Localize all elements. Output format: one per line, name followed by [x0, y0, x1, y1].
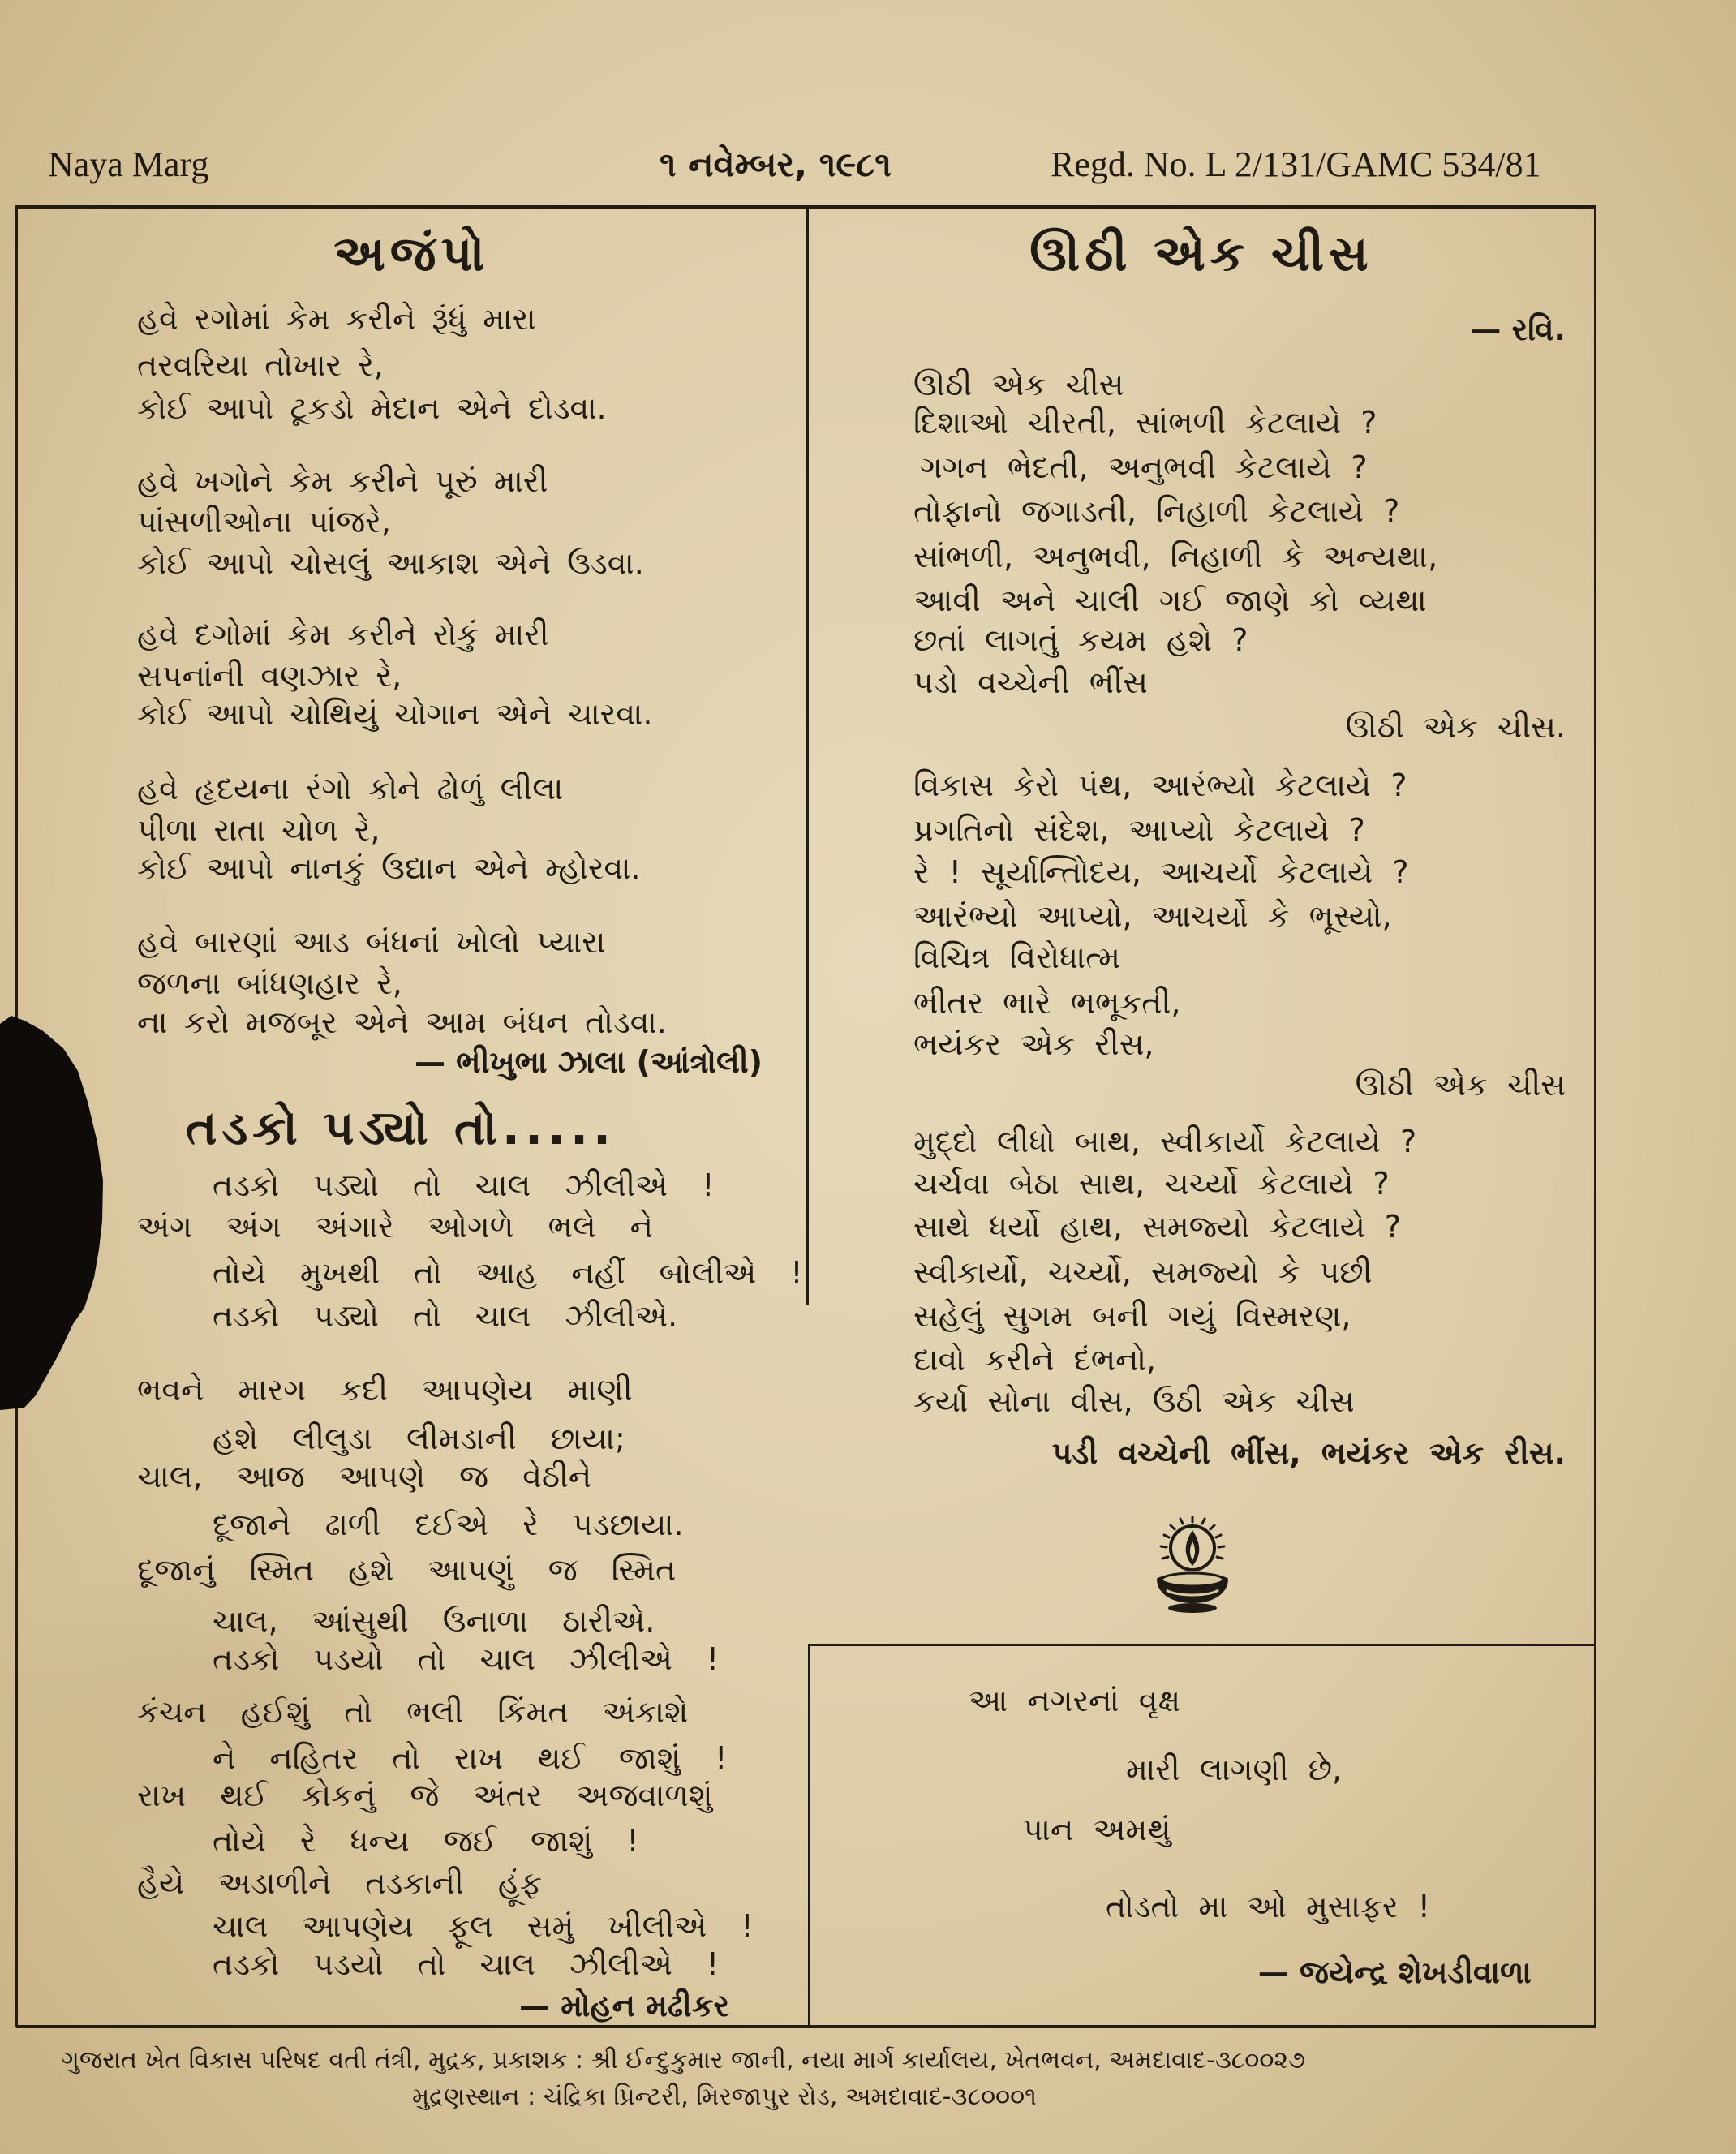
poem-line: પાન અમથું — [1023, 1812, 1171, 1847]
poem-line: છતાં લાગતું કયમ હશે ? — [913, 622, 1248, 658]
poem-line: તોફાનો જગાડતી, નિહાળી કેટલાયે ? — [913, 493, 1400, 529]
poem-refrain: ઊઠી એક ચીસ — [1355, 1067, 1566, 1103]
column-divider-lower — [808, 1644, 810, 2025]
poem-line: અંગ અંગ અંગારે ઓગળે ભલે ને — [137, 1209, 653, 1245]
registration-number: Regd. No. L 2/131/GAMC 534/81 — [1051, 144, 1541, 184]
poem-line: ચર્ચવા બેઠા સાથ, ચર્ચ્યો કેટલાયે ? — [913, 1166, 1390, 1202]
column-divider-upper — [806, 208, 809, 1305]
poem-line: કંચન હઈશું તો ભલી કિંમત અંકાશે — [137, 1694, 689, 1730]
poem-line: હવે દગોમાં કેમ કરીને રોકું મારી — [137, 617, 549, 652]
poem-line: ચાલ આપણેય ફૂલ સમું ખીલીએ ! — [213, 1908, 754, 1944]
poem-author: — રવિ. — [1470, 312, 1566, 347]
poem-line: પ્રગતિનો સંદેશ, આપ્યો કેટલાયે ? — [913, 812, 1365, 848]
bottom-rule — [16, 2025, 1596, 2028]
issue-date: ૧ નવેમ્બર, ૧૯૮૧ — [660, 144, 892, 184]
poem-title: અજંપો — [333, 226, 490, 282]
poem-line: કોઈ આપો ટૂકડો મેદાન એને દોડવા. — [137, 390, 607, 426]
poem-line: પડો વચ્ચેની ભીંસ — [913, 664, 1148, 700]
poem-line: વિચિત્ર વિરોધાત્મ — [913, 939, 1120, 975]
poem-line: દૂજાને ઢાળી દઈએ રે પડછાયા. — [213, 1507, 684, 1542]
poem-line: તડકો પડયો તો ચાલ ઝીલીએ ! — [213, 1641, 720, 1677]
diya-lamp-icon — [1144, 1516, 1241, 1616]
poem-line: ભીતર ભારે ભભૂકતી, — [913, 985, 1181, 1021]
poem-line: ને નહિતર તો રાખ થઈ જાશું ! — [213, 1740, 728, 1776]
poem-line: ગગન ભેદતી, અનુભવી કેટલાયે ? — [920, 449, 1368, 485]
poem-line: આવી અને ચાલી ગઈ જાણે કો વ્યથા — [913, 583, 1427, 618]
publisher-imprint: ગુજરાત ખેત વિકાસ પરિષદ વતી તંત્રી, મુદ્રક, પ્રકાશક : શ્રી ઈન્દુકુમાર જાની, નયા માર્ગ કાર્યાલય, ખેતભવન, અમદાવાદ-૩૮૦૦૨૭ — [62, 2046, 1305, 2074]
poem-line: હવે બારણાં આડ બંધનાં ખોલો પ્યારા — [137, 924, 606, 960]
publication-name: Naya Marg — [48, 144, 209, 184]
poem-author: — ભીખુભા ઝાલા (આંત્રોલી) — [414, 1044, 763, 1080]
torn-paper-hole — [0, 1006, 114, 1420]
poem-line: વિકાસ કેરો પંથ, આરંભ્યો કેટલાયે ? — [913, 767, 1407, 803]
poem-line: દાવો કરીને દંભનો, — [913, 1342, 1157, 1378]
poem-line: ના કરો મજબૂર એને આમ બંધન તોડવા. — [137, 1004, 667, 1040]
poem-line: આરંભ્યો આપ્યો, આચર્યો કે ભૂસ્યો, — [913, 898, 1392, 934]
poem-line: સાંભળી, અનુભવી, નિહાળી કે અન્યથા, — [913, 539, 1438, 574]
poem-title: તડકો પડ્યો તો..... — [186, 1100, 617, 1155]
poem-line: ચાલ, આંસુથી ઉનાળા ઠારીએ. — [213, 1603, 655, 1639]
poem-line: ચાલ, આજ આપણે જ વેઠીને — [137, 1459, 592, 1494]
poem-line: કર્યા સોના વીસ, ઉઠી એક ચીસ — [913, 1383, 1355, 1419]
poem-author: — મોહન મઢીકર — [519, 1988, 730, 2023]
poem-line: મારી લાગણી છે, — [1126, 1752, 1343, 1787]
poem-line: હવે રગોમાં કેમ કરીને રૂંધું મારા — [137, 301, 536, 337]
poem-line: સપનાંની વણઝાર રે, — [137, 658, 402, 694]
poem-line: રે ! સૂર્યાન્તિોદય, આચર્યો કેટલાયે ? — [913, 854, 1409, 890]
poem-line: તરવરિયા તોખાર રે, — [137, 347, 384, 383]
poem-line: કોઈ આપો ચોસલું આકાશ એને ઉડવા. — [137, 545, 644, 581]
poem-line: દૂજાનું સ્મિત હશે આપણું જ સ્મિત — [137, 1552, 677, 1588]
poem-line: સહેલું સુગમ બની ગયું વિસ્મરણ, — [913, 1298, 1351, 1334]
poem-line: ભયંકર એક રીસ, — [913, 1026, 1154, 1062]
poem-line: તડકો પડ્યો તો ચાલ ઝીલીએ. — [213, 1298, 678, 1334]
poem-line: તોડતો મા ઓ મુસાફર ! — [1106, 1889, 1430, 1924]
poem-line: સાથે ધર્યો હાથ, સમજ્યો કેટલાયે ? — [913, 1209, 1402, 1245]
poem-line: હશે લીલુડા લીમડાની છાયા; — [213, 1421, 625, 1456]
poem-title: ઊઠી એક ચીસ — [1029, 226, 1373, 282]
poem-line: કોઈ આપો ચોથિયું ચોગાન એને ચારવા. — [137, 696, 653, 732]
printer-imprint: મુદ્રણસ્થાન : ચંદ્રિકા પ્રિન્ટરી, મિરજાપુર રોડ, અમદાવાદ-૩૮૦૦૦૧ — [412, 2083, 1037, 2111]
poem-line: તડકો પડ્યો તો ચાલ ઝીલીએ ! — [213, 1167, 715, 1203]
poem-line: તોયે મુખથી તો આહ નહીં બોલીએ ! — [213, 1255, 803, 1291]
poem-line: આ નગરનાં વૃક્ષ — [969, 1683, 1181, 1718]
poem-line: ઊઠી એક ચીસ — [913, 367, 1124, 402]
poem-line: હવે ખગોને કેમ કરીને પૂરું મારી — [137, 463, 548, 499]
poem-line: સ્વીકાર્યો, ચર્ચ્યો, સમજ્યો કે પછી — [913, 1254, 1373, 1290]
poem-line: તડકો પડયો તો ચાલ ઝીલીએ ! — [213, 1946, 720, 1982]
right-box-rule — [808, 1644, 1595, 1646]
poem-line: તોયે રે ધન્ય જઈ જાશું ! — [213, 1823, 639, 1859]
poem-refrain: ઊઠી એક ચીસ. — [1345, 709, 1566, 745]
poem-line: રાખ થઈ કોકનું જે અંતર અજવાળશું — [137, 1778, 713, 1813]
poem-line: કોઈ આપો નાનકું ઉદ્યાન એને મ્હોરવા. — [137, 850, 641, 886]
poem-author: — જયેન્દ્ર શેખડીવાળા — [1257, 1954, 1532, 1990]
right-border — [1594, 205, 1596, 2027]
poem-line: ભવને મારગ કદી આપણેય માણી — [137, 1372, 633, 1408]
poem-line: પીળા રાતા ચોળ રે, — [137, 812, 380, 848]
poem-line: હૈયે અડાળીને તડકાની હૂંફ — [137, 1865, 542, 1901]
poem-line: દિશાઓ ચીરતી, સાંભળી કેટલાયે ? — [913, 405, 1377, 441]
poem-line: જળના બાંધણહાર રે, — [137, 965, 402, 1001]
poem-line: પાંસળીઓના પાંજરે, — [137, 504, 391, 540]
poem-refrain: પડી વચ્ચેની ભીંસ, ભયંકર એક રીસ. — [1051, 1435, 1566, 1471]
poem-line: હવે હૃદયના રંગો કોને ઢોળું લીલા — [137, 771, 564, 806]
poem-line: મુદ્દો લીધો બાથ, સ્વીકાર્યો કેટલાયે ? — [913, 1124, 1417, 1159]
